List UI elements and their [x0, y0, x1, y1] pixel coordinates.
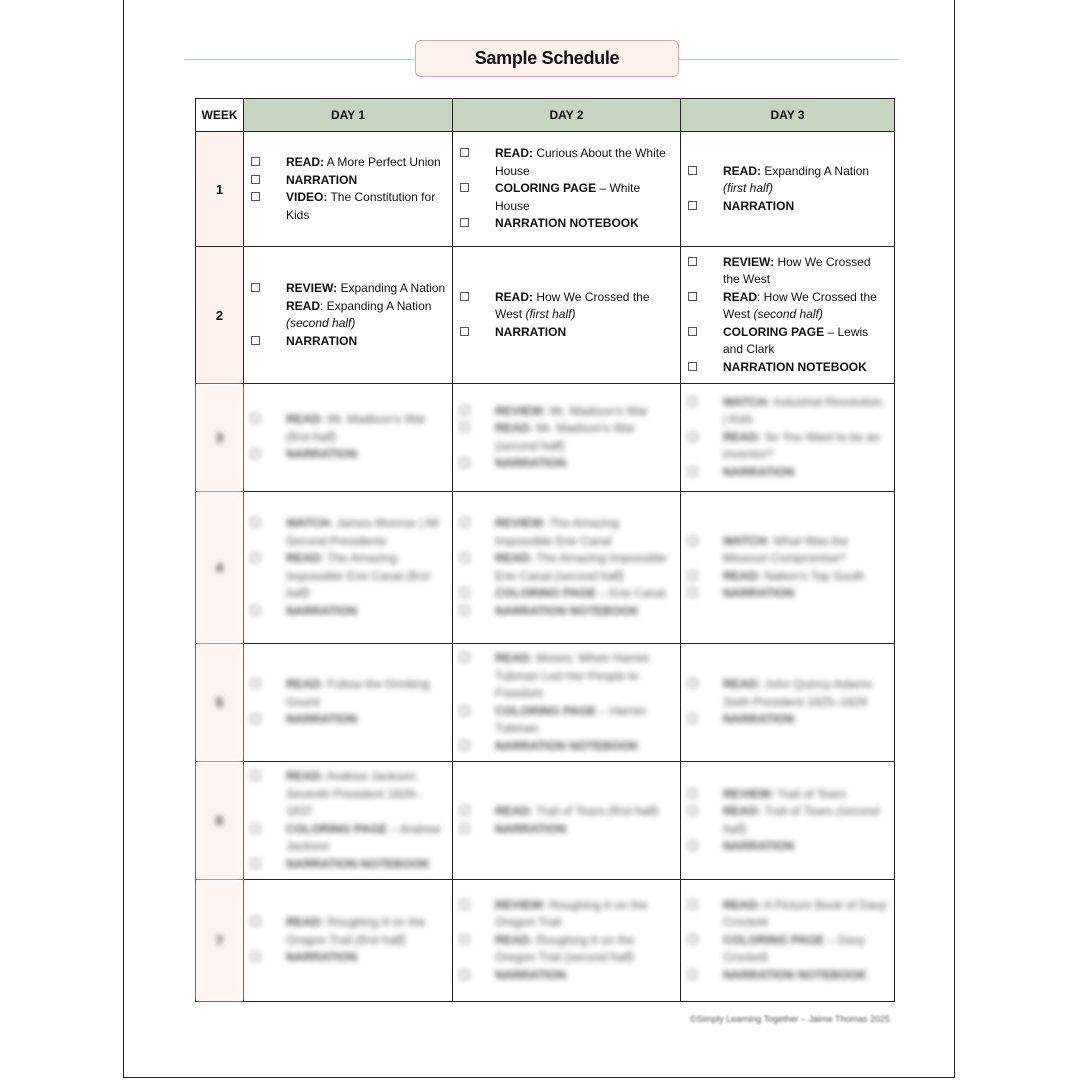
checkbox-icon[interactable] — [251, 606, 260, 615]
header-week: WEEK — [196, 99, 244, 132]
table-row — [196, 762, 895, 880]
task-label: NARRATION NOTEBOOK — [286, 856, 430, 871]
checkbox-icon[interactable] — [688, 900, 697, 909]
task-item — [687, 786, 888, 804]
task-item — [459, 738, 674, 756]
task-label: NARRATION — [286, 333, 358, 348]
task-text: Trail of Tears — [764, 804, 833, 818]
checkbox-icon[interactable] — [688, 397, 697, 406]
task-list — [250, 676, 446, 729]
task-item — [250, 189, 446, 224]
task-note: (second half) — [753, 307, 823, 322]
day-cell — [453, 762, 681, 880]
header-day-3: DAY 3 — [681, 99, 895, 132]
task-item — [459, 703, 674, 738]
task-note: (first half) — [608, 804, 659, 818]
task-note: (first half) — [723, 181, 774, 196]
task-text: – Erie Canal — [599, 586, 666, 600]
checkbox-icon[interactable] — [688, 292, 697, 301]
task-item — [687, 711, 888, 729]
page-title: Sample Schedule — [415, 40, 679, 77]
task-label: WATCH: — [286, 516, 334, 530]
task-note: (first half) — [286, 568, 430, 600]
task-item — [250, 676, 446, 711]
day-cell — [244, 762, 453, 880]
day-cell — [453, 492, 681, 644]
task-note: (second half) — [495, 438, 565, 453]
checkbox-icon[interactable] — [251, 917, 260, 926]
task-label: REVIEW: — [495, 897, 547, 912]
checkbox-icon[interactable] — [460, 824, 469, 833]
day-cell — [681, 132, 895, 247]
task-label: NARRATION — [723, 464, 795, 479]
task-list — [459, 650, 674, 755]
task-item — [459, 585, 674, 603]
task-label: READ: — [286, 769, 324, 783]
checkbox-icon[interactable] — [460, 518, 469, 527]
document-page — [123, 0, 955, 1078]
task-list — [250, 515, 446, 620]
day-cell — [244, 247, 453, 384]
task-list — [687, 394, 888, 482]
checkbox-icon[interactable] — [688, 789, 697, 798]
task-text: Trail of Tears — [777, 786, 846, 801]
task-item — [250, 550, 446, 603]
task-item — [687, 932, 888, 967]
task-label: READ: — [286, 915, 324, 930]
task-text: James Monroe | All Second Presidents — [286, 516, 439, 548]
task-list — [250, 768, 446, 873]
checkbox-icon[interactable] — [688, 841, 697, 850]
task-label: REVIEW: — [495, 403, 547, 418]
task-label: NARRATION NOTEBOOK — [495, 216, 639, 231]
task-label: READ: — [723, 677, 761, 692]
checkbox-icon[interactable] — [460, 653, 469, 662]
task-text: So You Want to be an Inventor? — [723, 429, 880, 462]
task-list — [687, 533, 888, 603]
task-list — [250, 280, 446, 350]
task-item — [459, 515, 674, 550]
task-label: REVIEW: — [495, 516, 547, 530]
task-item — [250, 768, 446, 821]
task-text: Mr. Madison's War — [549, 403, 648, 418]
task-label: READ: — [723, 804, 761, 818]
task-text: – Lewis and Clark — [723, 324, 869, 357]
task-item — [250, 446, 446, 464]
table-row — [196, 384, 895, 492]
checkbox-icon[interactable] — [460, 218, 469, 227]
task-label: READ: — [495, 551, 533, 565]
day-cell — [453, 384, 681, 492]
checkbox-icon[interactable] — [460, 900, 469, 909]
task-text: Expanding A Nation — [340, 281, 446, 295]
task-label: READ: — [286, 551, 324, 565]
table-row — [196, 880, 895, 1002]
task-text: A More Perfect Union — [326, 155, 441, 169]
task-label: NARRATION NOTEBOOK — [723, 967, 867, 982]
day-cell — [453, 644, 681, 762]
task-label: NARRATION — [286, 447, 358, 462]
task-list — [250, 411, 446, 464]
task-text: A Picture Book of Davy Crockett — [723, 897, 887, 930]
task-item — [459, 145, 674, 180]
task-label: COLORING PAGE — [495, 586, 597, 600]
task-text: : Expanding A Nation — [320, 298, 432, 313]
task-item — [459, 550, 674, 585]
checkbox-icon[interactable] — [688, 327, 697, 336]
task-note: (second half) — [554, 568, 624, 583]
task-text: Roughing It on the Oregon Trail — [495, 897, 648, 930]
task-text: Curious About the White House — [495, 146, 666, 178]
schedule-body — [196, 132, 895, 1002]
week-number: 3 — [196, 384, 244, 492]
task-item — [687, 254, 888, 289]
checkbox-icon[interactable] — [460, 935, 469, 944]
task-text: John Quincy Adams: Sixth President 1825–1829 — [723, 677, 875, 709]
week-number: 4 — [196, 492, 244, 644]
task-label: WATCH: — [723, 394, 771, 409]
task-item — [687, 585, 888, 603]
day-cell — [244, 132, 453, 247]
task-item — [459, 650, 674, 703]
task-label: READ: — [495, 146, 533, 161]
task-text: Industrial Revolution | Kids — [723, 394, 883, 427]
checkbox-icon[interactable] — [688, 588, 697, 597]
task-item — [459, 603, 674, 621]
checkbox-icon[interactable] — [688, 571, 697, 580]
task-text: – Harriet Tubman — [495, 703, 646, 735]
checkbox-icon[interactable] — [251, 714, 260, 723]
task-item — [459, 932, 674, 967]
task-label: REVIEW: — [286, 281, 338, 295]
task-item — [687, 324, 888, 359]
task-item — [687, 838, 888, 856]
day-cell — [453, 132, 681, 247]
task-item — [687, 429, 888, 464]
day-cell — [681, 644, 895, 762]
task-note: (first half) — [525, 307, 576, 322]
task-text: – White House — [495, 181, 641, 213]
checkbox-icon[interactable] — [251, 175, 260, 184]
task-item — [459, 803, 674, 821]
header-row — [196, 99, 895, 132]
task-text: Moses: When Harriet Tubman Led Her People to Freedom — [495, 651, 650, 700]
checkbox-icon[interactable] — [460, 806, 469, 815]
checkbox-icon[interactable] — [460, 292, 469, 301]
task-label: READ: — [286, 155, 324, 169]
task-text: Roughing It on the Oregon Trail — [495, 932, 635, 965]
task-list — [687, 254, 888, 377]
task-text: : How We Crossed the West — [723, 289, 877, 322]
header-day-1: DAY 1 — [244, 99, 453, 132]
checkbox-icon[interactable] — [460, 148, 469, 157]
checkbox-icon[interactable] — [251, 679, 260, 688]
checkbox-icon[interactable] — [251, 414, 260, 423]
task-item — [687, 359, 888, 377]
task-item — [687, 464, 888, 482]
checkbox-icon[interactable] — [460, 183, 469, 192]
task-text: The Amazing Impossible Erie Canal — [495, 516, 620, 548]
task-item — [687, 394, 888, 429]
task-list — [687, 676, 888, 729]
task-item — [250, 914, 446, 949]
task-item — [459, 967, 674, 985]
task-text: Roughing It on the Oregon Trail — [286, 915, 426, 947]
task-item — [250, 154, 446, 172]
task-text: The Amazing Impossible Erie Canal — [286, 551, 403, 583]
task-label: READ: — [723, 897, 761, 912]
day-cell — [244, 644, 453, 762]
task-item — [459, 403, 674, 421]
checkbox-icon[interactable] — [251, 518, 260, 527]
task-list — [459, 145, 674, 233]
table-row — [196, 492, 895, 644]
week-number: 7 — [196, 880, 244, 1002]
task-label: NARRATION — [495, 456, 567, 470]
task-label: NARRATION — [286, 603, 358, 618]
day-cell — [681, 247, 895, 384]
task-item — [250, 821, 446, 856]
task-item — [459, 420, 674, 455]
task-text: Andrew Jackson: Seventh President 1829–1837 — [286, 769, 421, 818]
checkbox-icon[interactable] — [251, 952, 260, 961]
task-note: (second half) — [286, 316, 356, 330]
checkbox-icon[interactable] — [251, 824, 260, 833]
task-item — [687, 289, 888, 324]
task-label: COLORING PAGE — [723, 932, 825, 947]
checkbox-icon[interactable] — [688, 257, 697, 266]
task-list — [687, 163, 888, 216]
task-list — [687, 786, 888, 856]
task-label: REVIEW: — [723, 254, 775, 269]
week-number: 5 — [196, 644, 244, 762]
task-item — [459, 180, 674, 215]
task-item — [250, 711, 446, 729]
checkbox-icon[interactable] — [251, 449, 260, 458]
task-label: VIDEO: — [286, 190, 328, 204]
checkbox-icon[interactable] — [688, 536, 697, 545]
task-text: Trail of Tears — [536, 804, 605, 818]
task-label: NARRATION — [723, 712, 795, 727]
checkbox-icon[interactable] — [688, 166, 697, 175]
week-number: 6 — [196, 762, 244, 880]
task-label: NARRATION — [495, 821, 567, 836]
checkbox-icon[interactable] — [688, 806, 697, 815]
task-label: NARRATION — [723, 586, 795, 600]
task-label: NARRATION — [495, 324, 567, 339]
task-label: NARRATION — [723, 198, 795, 213]
checkbox-icon[interactable] — [460, 606, 469, 615]
task-label: READ: — [495, 421, 533, 435]
checkbox-icon[interactable] — [688, 201, 697, 210]
checkbox-icon[interactable] — [688, 935, 697, 944]
task-text: – Davy Crockett — [723, 932, 865, 965]
day-cell — [244, 384, 453, 492]
task-label: NARRATION NOTEBOOK — [495, 603, 639, 618]
task-label: READ: — [723, 429, 761, 444]
day-cell — [453, 880, 681, 1002]
task-text: How We Crossed the West — [723, 254, 871, 287]
task-list — [459, 897, 674, 985]
checkbox-icon[interactable] — [460, 458, 469, 467]
task-item — [687, 198, 888, 216]
task-text: Mr. Madison's War — [536, 421, 635, 435]
task-item — [687, 533, 888, 568]
table-row — [196, 132, 895, 247]
task-item — [687, 163, 888, 198]
header-day-2: DAY 2 — [453, 99, 681, 132]
checkbox-icon[interactable] — [688, 970, 697, 979]
task-list — [459, 289, 674, 342]
task-note: (first half) — [355, 932, 406, 947]
week-number: 2 — [196, 247, 244, 384]
checkbox-icon[interactable] — [460, 741, 469, 750]
task-list — [459, 803, 674, 838]
footer-credit: ©Simply Learning Together – Jaime Thomas 2025 — [690, 1014, 890, 1024]
task-label: READ: — [723, 163, 761, 178]
task-list — [687, 897, 888, 985]
task-item — [459, 897, 674, 932]
task-item — [687, 897, 888, 932]
day-cell — [244, 492, 453, 644]
task-item — [250, 603, 446, 621]
task-label: READ: — [495, 289, 533, 304]
checkbox-icon[interactable] — [460, 423, 469, 432]
task-item — [250, 172, 446, 190]
task-label: READ — [723, 289, 758, 304]
task-text: How We Crossed the West — [495, 289, 650, 322]
task-item — [250, 333, 446, 351]
checkbox-icon[interactable] — [688, 432, 697, 441]
week-number: 1 — [196, 132, 244, 247]
task-label: NARRATION — [286, 172, 358, 187]
task-note: (second half) — [723, 804, 879, 836]
checkbox-icon[interactable] — [251, 859, 260, 868]
checkbox-icon[interactable] — [460, 553, 469, 562]
task-item — [250, 949, 446, 967]
task-label: READ: — [723, 568, 761, 583]
checkbox-icon[interactable] — [688, 714, 697, 723]
checkbox-icon[interactable] — [460, 406, 469, 415]
task-label: READ: — [495, 932, 533, 947]
task-item — [250, 515, 446, 550]
task-label: NARRATION — [723, 839, 795, 853]
task-note: (first half) — [286, 429, 337, 444]
task-label: NARRATION — [286, 712, 358, 727]
task-label: READ — [286, 298, 321, 313]
checkbox-icon[interactable] — [251, 771, 260, 780]
task-label: READ: — [286, 677, 324, 692]
task-text: Nation's Top South — [764, 568, 865, 583]
task-text: Follow the Drinking Gourd — [286, 677, 430, 709]
task-item — [687, 568, 888, 586]
checkbox-icon[interactable] — [460, 706, 469, 715]
day-cell — [453, 247, 681, 384]
task-note: (second half) — [564, 950, 634, 965]
task-label: WATCH: — [723, 533, 771, 548]
checkbox-icon[interactable] — [460, 970, 469, 979]
task-item — [459, 215, 674, 233]
task-label: READ: — [286, 412, 324, 427]
checkbox-icon[interactable] — [688, 679, 697, 688]
task-item — [687, 967, 888, 985]
day-cell — [681, 762, 895, 880]
checkbox-icon[interactable] — [688, 362, 697, 371]
task-text: The Constitution for Kids — [286, 190, 436, 222]
day-cell — [681, 384, 895, 492]
task-text: – Andrew Jackson — [286, 821, 441, 853]
task-item — [687, 803, 888, 838]
task-item — [459, 821, 674, 839]
checkbox-icon[interactable] — [460, 588, 469, 597]
task-item — [250, 856, 446, 874]
day-cell — [681, 492, 895, 644]
task-list — [250, 914, 446, 967]
task-label: READ: — [495, 804, 533, 818]
task-label: COLORING PAGE — [723, 324, 825, 339]
day-cell — [244, 880, 453, 1002]
task-list — [250, 154, 446, 224]
task-item — [250, 280, 446, 298]
task-item — [459, 455, 674, 473]
checkbox-icon[interactable] — [460, 327, 469, 336]
checkbox-icon[interactable] — [251, 157, 260, 166]
task-text: Expanding A Nation — [764, 163, 870, 178]
task-label: COLORING PAGE — [495, 703, 597, 718]
task-text: What Was the Missouri Compromise? — [723, 533, 849, 565]
checkbox-icon[interactable] — [688, 467, 697, 476]
task-text: Mr. Madison's War — [327, 412, 426, 427]
task-item — [459, 324, 674, 342]
checkbox-icon[interactable] — [251, 336, 260, 345]
task-label: COLORING PAGE — [495, 181, 597, 196]
task-item — [250, 298, 446, 333]
schedule-table — [195, 98, 895, 1002]
task-label: COLORING PAGE — [286, 821, 388, 836]
checkbox-icon[interactable] — [251, 192, 260, 201]
task-text: The Amazing Impossible Erie Canal — [495, 551, 667, 583]
title-banner — [184, 40, 899, 78]
table-row — [196, 644, 895, 762]
task-label: NARRATION NOTEBOOK — [495, 738, 639, 753]
checkbox-icon[interactable] — [251, 553, 260, 562]
task-list — [459, 403, 674, 473]
task-item — [687, 676, 888, 711]
day-cell — [681, 880, 895, 1002]
task-label: NARRATION NOTEBOOK — [723, 359, 867, 374]
task-label: REVIEW: — [723, 786, 775, 801]
table-row — [196, 247, 895, 384]
task-label: NARRATION — [286, 950, 358, 965]
task-label: READ: — [495, 651, 533, 665]
checkbox-icon[interactable] — [251, 283, 260, 292]
task-list — [459, 515, 674, 620]
task-item — [459, 289, 674, 324]
task-label: NARRATION — [495, 967, 567, 982]
task-item — [250, 411, 446, 446]
